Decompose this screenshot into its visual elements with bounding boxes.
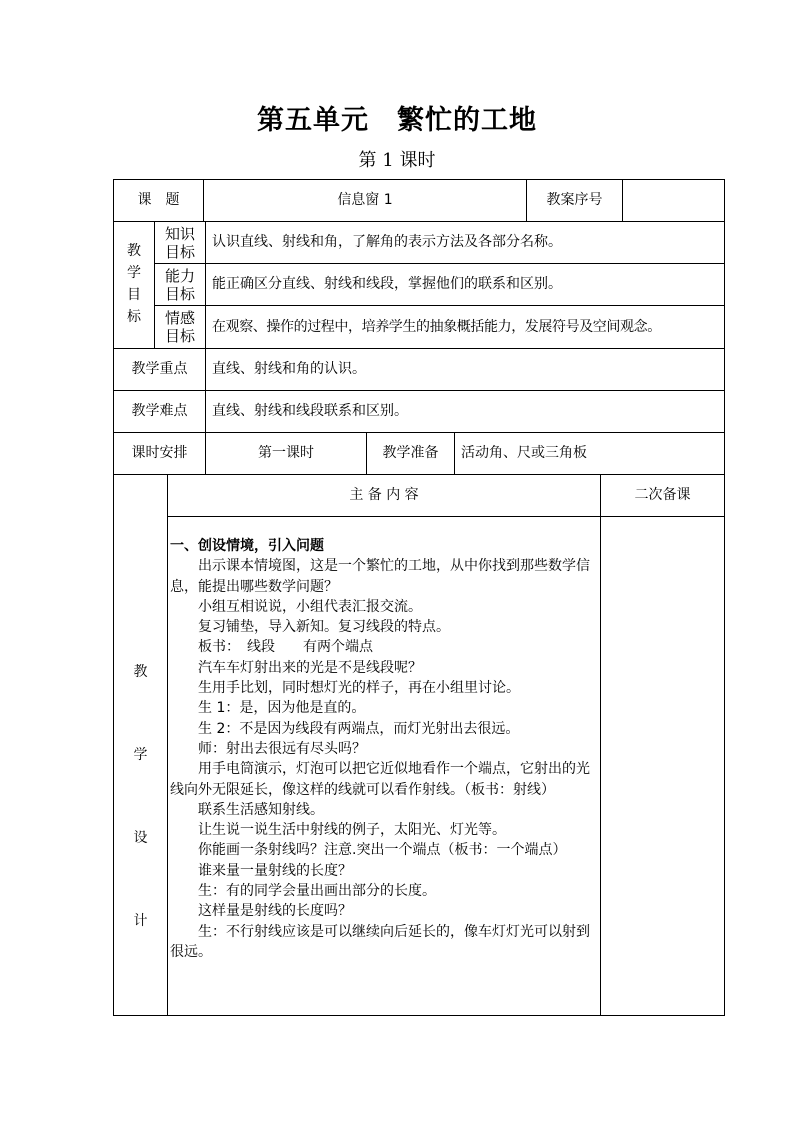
preparation-value: 活动角、尺或三角板 <box>461 445 587 461</box>
design-side-label <box>114 662 167 931</box>
difficulty-label: 教学难点 <box>131 403 188 419</box>
content-paragraph: 你能画一条射线吗？注意.突出一个端点（板书：一个端点） <box>198 842 567 859</box>
table-border <box>113 1015 725 1016</box>
lesson-number: 第 1 课时 <box>358 150 436 171</box>
design-side-char: 计 <box>133 913 148 929</box>
content-paragraph: 板书： 线段 有两个端点 <box>198 639 373 656</box>
content-paragraph: 用手电筒演示，灯泡可以把它近似地看作一个端点，它射出的光线向外无限延长，像这样的线就可以看作射线。（板书：射线） <box>170 761 590 798</box>
content-paragraph: 生 1：是，因为他是直的。 <box>198 700 366 717</box>
table-border <box>600 474 601 1016</box>
goals-group-char: 教 <box>127 243 141 259</box>
knowledge-goal-label <box>155 222 205 263</box>
topic-label: 课 题 <box>137 192 180 208</box>
goal-label-line: 目标 <box>164 327 195 345</box>
lesson-content <box>170 536 598 962</box>
content-paragraph: 生：不行射线应该是可以继续向后延长的，像车灯灯光可以射到很远。 <box>170 923 590 960</box>
knowledge-goal-text: 认识直线、射线和角，了解角的表示方法及各部分名称。 <box>212 234 562 250</box>
schedule-label: 课时安排 <box>131 445 188 461</box>
goals-group-char: 标 <box>127 309 141 325</box>
goals-group-label <box>114 240 154 328</box>
table-border <box>724 179 725 1016</box>
lesson-sequence-value <box>623 180 724 221</box>
table-border <box>167 474 168 1016</box>
content-paragraph: 小组互相说说，小组代表汇报交流。 <box>198 598 422 615</box>
section-heading: 一、创设情境，引入问题 <box>170 538 324 554</box>
ability-goal-label <box>155 264 205 305</box>
content-paragraph: 生用手比划，同时想灯光的样子，再在小组里讨论。 <box>198 680 520 697</box>
design-side-char: 设 <box>133 830 148 846</box>
content-paragraph: 让生说一说生活中射线的例子，太阳光、灯光等。 <box>198 822 506 839</box>
goals-group-char: 目 <box>127 287 141 303</box>
goal-label-line: 情感 <box>164 309 195 327</box>
goal-label-line: 能力 <box>164 266 195 285</box>
goal-label-line: 目标 <box>164 284 195 303</box>
content-paragraph: 师：射出去很远有尽头吗？ <box>198 740 366 757</box>
page-title: 第五单元 繁忙的工地 <box>257 105 537 136</box>
key-point-label: 教学重点 <box>131 361 188 377</box>
ability-goal-text: 能正确区分直线、射线和线段，掌握他们的联系和区别。 <box>212 276 562 292</box>
content-paragraph: 生 2：不是因为线段有两端点，而灯光射出去很远。 <box>198 720 520 737</box>
difficulty-text: 直线、射线和线段联系和区别。 <box>212 403 408 419</box>
key-point-text: 直线、射线和角的认识。 <box>212 361 366 377</box>
content-paragraph: 复习铺垫，导入新知。复习线段的特点。 <box>198 619 450 636</box>
emotion-goal-text: 在观察、操作的过程中，培养学生的抽象概括能力，发展符号及空间观念。 <box>212 318 661 335</box>
content-paragraph: 这样量是射线的长度吗？ <box>198 903 352 920</box>
content-paragraph: 生：有的同学会量出画出部分的长度。 <box>198 883 436 900</box>
lesson-sequence-label: 教案序号 <box>546 192 603 208</box>
main-content-header: 主 备 内 容 <box>349 487 419 503</box>
schedule-value: 第一课时 <box>258 445 314 461</box>
emotion-goal-label <box>155 306 205 348</box>
design-side-char: 教 <box>133 664 148 680</box>
second-prep-header: 二次备课 <box>634 487 691 503</box>
topic-value: 信息窗 1 <box>337 192 393 208</box>
preparation-label: 教学准备 <box>382 445 439 461</box>
table-border <box>167 516 725 517</box>
content-paragraph: 汽车车灯射出来的光是不是线段呢？ <box>198 659 422 676</box>
goals-group-char: 学 <box>127 265 141 281</box>
goal-label-line: 知识 <box>164 224 195 243</box>
content-paragraph: 联系生活感知射线。 <box>198 801 324 818</box>
content-paragraph: 谁来量一量射线的长度？ <box>198 862 352 879</box>
content-paragraph: 出示课本情境图，这是一个繁忙的工地，从中你找到那些数学信息，能提出哪些数学问题？ <box>170 558 590 595</box>
goal-label-line: 目标 <box>164 242 195 261</box>
design-side-char: 学 <box>133 747 148 763</box>
